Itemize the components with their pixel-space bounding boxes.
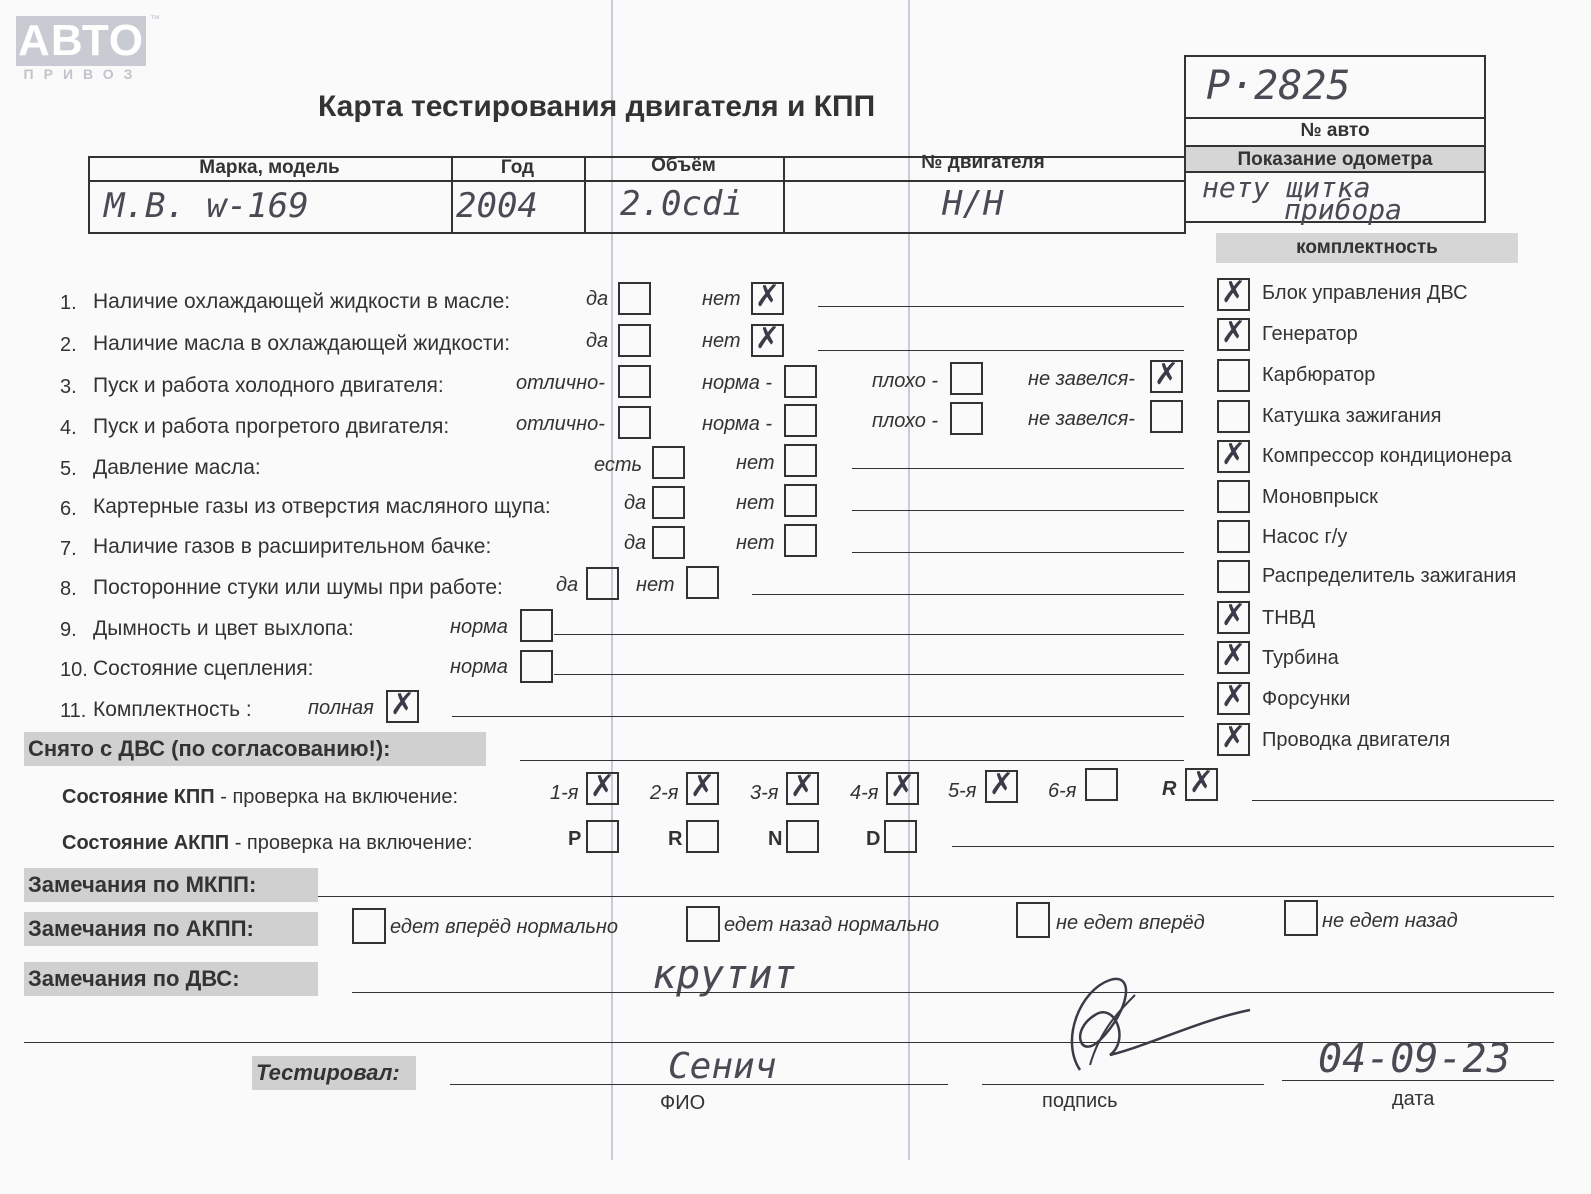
option-label: есть xyxy=(594,454,643,476)
option-label: отлично- xyxy=(516,372,605,394)
gear-label: 1-я xyxy=(550,782,579,804)
odometer-header: Показание одометра xyxy=(1237,149,1433,170)
checkbox-kit-injectors[interactable] xyxy=(1217,679,1250,715)
checkbox-gear-6[interactable] xyxy=(1085,768,1118,801)
engine-number-value: H/H xyxy=(942,184,1004,224)
check-label-exhaust-smoke: Дымность и цвет выхлопа: xyxy=(93,617,354,640)
remarks-dvs-line xyxy=(352,992,1554,993)
fio-line xyxy=(450,1084,948,1085)
odometer-value-line2: прибора xyxy=(1284,193,1403,226)
odometer-value-line1: нету щитка xyxy=(1202,171,1371,204)
checkbox-cold-start-failed[interactable] xyxy=(1150,357,1183,393)
check-number: 9. xyxy=(60,619,77,641)
option-label: нет xyxy=(736,492,775,514)
car-number-label: № авто xyxy=(1300,120,1370,141)
checkbox-cold-start-normal[interactable] xyxy=(784,365,817,398)
checkbox-oil-in-coolant-yes[interactable] xyxy=(618,324,651,357)
checkbox-gear-5[interactable] xyxy=(985,767,1018,803)
checkbox-gear-3[interactable] xyxy=(786,769,819,805)
checkbox-akpp-r[interactable] xyxy=(686,820,719,853)
notes-line xyxy=(852,552,1184,553)
option-label: норма - xyxy=(702,413,773,435)
checkbox-akpp-forward-ok[interactable] xyxy=(352,908,386,944)
checkbox-kit-ac-compressor[interactable] xyxy=(1217,437,1250,473)
notes-line xyxy=(554,674,1184,675)
option-label: отлично- xyxy=(516,413,605,435)
option-label: нет xyxy=(736,532,775,554)
check-label-completeness: Комплектность : xyxy=(93,698,252,721)
check-mark: ✗ xyxy=(1220,679,1247,714)
checkbox-akpp-n[interactable] xyxy=(786,820,819,853)
checkbox-gear-reverse[interactable] xyxy=(1185,765,1218,801)
notes-line xyxy=(452,716,1184,717)
akpp-mode-label: N xyxy=(768,828,783,850)
kit-label: Катушка зажигания xyxy=(1262,405,1442,427)
kit-label: Моновпрыск xyxy=(1262,486,1378,508)
kpp-label-bold: Состояние КПП xyxy=(62,786,215,808)
option-label: не завелся- xyxy=(1028,408,1135,430)
notes-line xyxy=(818,350,1184,351)
check-mark: ✗ xyxy=(1220,275,1247,310)
checkbox-kit-distributor[interactable] xyxy=(1217,560,1250,593)
checkbox-warm-start-excellent[interactable] xyxy=(618,406,651,439)
check-number: 3. xyxy=(60,376,77,398)
gear-label: 6-я xyxy=(1048,780,1077,802)
logo-trademark: ™ xyxy=(150,14,160,25)
check-label-oil-in-coolant: Наличие масла в охлаждающей жидкости: xyxy=(93,332,511,355)
notes-line xyxy=(554,634,1184,635)
akpp-notes-line xyxy=(952,846,1554,847)
check-number: 6. xyxy=(60,498,77,520)
check-mark: ✗ xyxy=(1220,638,1247,673)
date-line xyxy=(1282,1080,1554,1081)
kit-label: Карбюратор xyxy=(1262,364,1376,386)
signature-image xyxy=(1040,970,1260,1090)
checkbox-akpp-reverse-ok[interactable] xyxy=(686,906,720,942)
signature-caption: подпись xyxy=(1042,1090,1118,1112)
logo-avto: АВТО xyxy=(16,16,146,66)
check-mark: ✗ xyxy=(754,321,781,356)
checkbox-gear-4[interactable] xyxy=(886,769,919,805)
option-label: нет xyxy=(636,574,675,596)
check-number: 7. xyxy=(60,538,77,560)
kit-label: Форсунки xyxy=(1262,688,1351,710)
checkbox-warm-start-bad[interactable] xyxy=(950,402,983,435)
option-label: норма - xyxy=(702,372,773,394)
remarks-akpp-label: Замечания по АКПП: xyxy=(24,912,318,946)
logo-privoz: ПРИВОЗ xyxy=(23,66,143,82)
akpp-mode-label: D xyxy=(866,828,881,850)
check-mark: ✗ xyxy=(988,767,1015,802)
checkbox-exhaust-smoke-normal[interactable] xyxy=(520,609,553,642)
check-number: 11. xyxy=(60,700,87,722)
checkbox-expansion-tank-gases-yes[interactable] xyxy=(652,526,685,559)
checkbox-coolant-in-oil-no[interactable] xyxy=(751,279,784,315)
akpp-remark-option: не едет вперёд xyxy=(1056,912,1205,934)
checkbox-cold-start-bad[interactable] xyxy=(950,362,983,395)
checkbox-kit-generator[interactable] xyxy=(1217,315,1250,351)
check-label-clutch: Состояние сцепления: xyxy=(93,657,314,680)
checkbox-kit-carburetor[interactable] xyxy=(1217,359,1250,392)
check-number: 10. xyxy=(60,659,88,681)
kit-label: Насос г/у xyxy=(1262,526,1348,548)
akpp-label-bold: Состояние АКПП xyxy=(62,832,230,854)
option-label: нет xyxy=(702,330,741,352)
checkbox-oil-pressure-no[interactable] xyxy=(784,444,817,477)
option-label: полная xyxy=(308,697,374,719)
option-label: нет xyxy=(702,288,741,310)
check-label-noise: Посторонние стуки или шумы при работе: xyxy=(93,576,503,599)
removed-notes-line xyxy=(520,760,1184,761)
car-number-box xyxy=(1184,55,1486,119)
checkbox-akpp-p[interactable] xyxy=(586,820,619,853)
kpp-label-rest: - проверка на включение: xyxy=(214,786,459,808)
kit-label: Распределитель зажигания xyxy=(1262,565,1517,587)
gear-label: 5-я xyxy=(948,780,977,802)
fio-caption: ФИО xyxy=(660,1092,706,1114)
kit-label: Турбина xyxy=(1262,647,1339,669)
checkbox-coolant-in-oil-yes[interactable] xyxy=(618,282,651,315)
remarks-mkpp-label: Замечания по МКПП: xyxy=(24,868,318,902)
akpp-label xyxy=(62,832,473,855)
gear-label: R xyxy=(1162,778,1177,800)
gear-label: 4-я xyxy=(850,782,879,804)
checkbox-kit-ecu[interactable] xyxy=(1217,275,1250,311)
check-number: 5. xyxy=(60,458,77,480)
kit-label: Блок управления ДВС xyxy=(1262,282,1468,304)
volume-value: 2.0cdi xyxy=(620,184,743,224)
akpp-mode-label: P xyxy=(568,828,582,850)
checkbox-kit-ignition-coil[interactable] xyxy=(1217,400,1250,433)
checkbox-gear-2[interactable] xyxy=(686,769,719,805)
engine-number-header: № двигателя xyxy=(921,152,1045,173)
check-mark: ✗ xyxy=(1188,765,1215,800)
check-mark: ✗ xyxy=(889,769,916,804)
checkbox-crankcase-gases-yes[interactable] xyxy=(652,486,685,519)
signature-line xyxy=(982,1084,1264,1085)
gear-label: 3-я xyxy=(750,782,779,804)
date-value: 04-09-23 xyxy=(1318,1036,1511,1082)
checkbox-kit-power-steering-pump[interactable] xyxy=(1217,520,1250,553)
checkbox-cold-start-excellent[interactable] xyxy=(618,365,651,398)
checkbox-oil-pressure-yes[interactable] xyxy=(652,446,685,479)
checkbox-akpp-no-reverse[interactable] xyxy=(1284,900,1318,936)
check-label-expansion-tank-gases: Наличие газов в расширительном бачке: xyxy=(93,535,492,558)
check-mark: ✗ xyxy=(389,687,416,722)
checkbox-akpp-d[interactable] xyxy=(884,820,917,853)
option-label: плохо - xyxy=(872,410,939,432)
odometer-header-box xyxy=(1184,145,1486,173)
car-number-value: P·2825 xyxy=(1206,63,1351,109)
remarks-mkpp-line xyxy=(318,896,1554,897)
option-label: норма xyxy=(450,616,508,638)
check-mark: ✗ xyxy=(1220,315,1247,350)
kit-label: ТНВД xyxy=(1262,607,1316,629)
check-mark: ✗ xyxy=(1153,357,1180,392)
akpp-remark-option: не едет назад xyxy=(1322,910,1458,932)
tested-by-label: Тестировал: xyxy=(252,1056,416,1090)
check-mark: ✗ xyxy=(1220,720,1247,755)
tester-name-value: Сенич xyxy=(668,1046,777,1087)
checkbox-kit-engine-wiring[interactable] xyxy=(1217,720,1250,756)
check-mark: ✗ xyxy=(1220,437,1247,472)
check-label-cold-start: Пуск и работа холодного двигателя: xyxy=(93,374,444,397)
check-mark: ✗ xyxy=(589,769,616,804)
checkbox-warm-start-failed[interactable] xyxy=(1150,400,1183,433)
checkbox-kit-injection-pump[interactable] xyxy=(1217,598,1250,634)
akpp-mode-label: R xyxy=(668,828,683,850)
checkbox-noise-yes[interactable] xyxy=(586,567,619,600)
option-label: да xyxy=(556,574,579,596)
kpp-notes-line xyxy=(1252,800,1554,801)
header-divider xyxy=(88,180,1186,182)
checkbox-noise-no[interactable] xyxy=(686,566,719,599)
removed-from-engine-label: Снято с ДВС (по согласованию!): xyxy=(24,732,486,766)
check-number: 8. xyxy=(60,578,77,600)
car-number-label-box xyxy=(1184,117,1486,147)
notes-line xyxy=(852,510,1184,511)
checkbox-akpp-no-forward[interactable] xyxy=(1016,902,1050,938)
option-label: да xyxy=(624,492,647,514)
checkbox-crankcase-gases-no[interactable] xyxy=(784,484,817,517)
year-value: 2004 xyxy=(456,186,538,226)
date-caption: дата xyxy=(1392,1088,1435,1110)
checkbox-oil-in-coolant-no[interactable] xyxy=(751,321,784,357)
option-label: да xyxy=(624,532,647,554)
checkbox-kit-mono-injection[interactable] xyxy=(1217,480,1250,513)
notes-line xyxy=(818,306,1184,307)
kpp-label xyxy=(62,786,458,809)
check-label-warm-start: Пуск и работа прогретого двигателя: xyxy=(93,415,450,438)
brand-model-header: Марка, модель xyxy=(199,157,340,178)
volume-header: Объём xyxy=(651,155,716,176)
kit-label: Генератор xyxy=(1262,323,1358,345)
gear-label: 2-я xyxy=(650,782,679,804)
check-label-crankcase-gases: Картерные газы из отверстия масляного щупа: xyxy=(93,495,551,518)
check-number: 1. xyxy=(60,292,77,314)
akpp-remark-option: едет назад нормально xyxy=(724,914,940,936)
notes-line xyxy=(752,594,1184,595)
option-label: да xyxy=(586,330,609,352)
kit-label: Компрессор кондиционера xyxy=(1262,445,1512,467)
option-label: норма xyxy=(450,656,508,678)
check-label-coolant-in-oil: Наличие охлаждающей жидкости в масле: xyxy=(93,290,511,313)
brand-model-value: M.B. w-169 xyxy=(104,186,309,226)
checkbox-warm-start-normal[interactable] xyxy=(784,404,817,437)
completeness-header: комплектность xyxy=(1216,233,1518,263)
checkbox-clutch-normal[interactable] xyxy=(520,650,553,683)
option-label: да xyxy=(586,288,609,310)
akpp-label-rest: - проверка на включение: xyxy=(229,832,473,854)
checkbox-expansion-tank-gases-no[interactable] xyxy=(784,524,817,557)
remarks-dvs-label: Замечания по ДВС: xyxy=(24,962,318,996)
check-label-oil-pressure: Давление масла: xyxy=(93,456,261,479)
checkbox-kit-turbine[interactable] xyxy=(1217,638,1250,674)
checkbox-gear-1[interactable] xyxy=(586,769,619,805)
page-title: Карта тестирования двигателя и КПП xyxy=(318,90,876,123)
checkbox-completeness-full[interactable] xyxy=(386,687,419,723)
check-mark: ✗ xyxy=(1220,598,1247,633)
check-mark: ✗ xyxy=(789,769,816,804)
option-label: нет xyxy=(736,452,775,474)
remarks-dvs-value: крутит xyxy=(652,952,797,998)
check-mark: ✗ xyxy=(754,279,781,314)
check-number: 2. xyxy=(60,334,77,356)
kit-label: Проводка двигателя xyxy=(1262,729,1451,751)
option-label: не завелся- xyxy=(1028,368,1135,390)
year-header: Год xyxy=(500,157,535,178)
check-number: 4. xyxy=(60,417,77,439)
odometer-value-box xyxy=(1184,171,1486,226)
option-label: плохо - xyxy=(872,370,939,392)
akpp-remark-option: едет вперёд нормально xyxy=(390,916,619,938)
notes-line xyxy=(852,468,1184,469)
check-mark: ✗ xyxy=(689,769,716,804)
